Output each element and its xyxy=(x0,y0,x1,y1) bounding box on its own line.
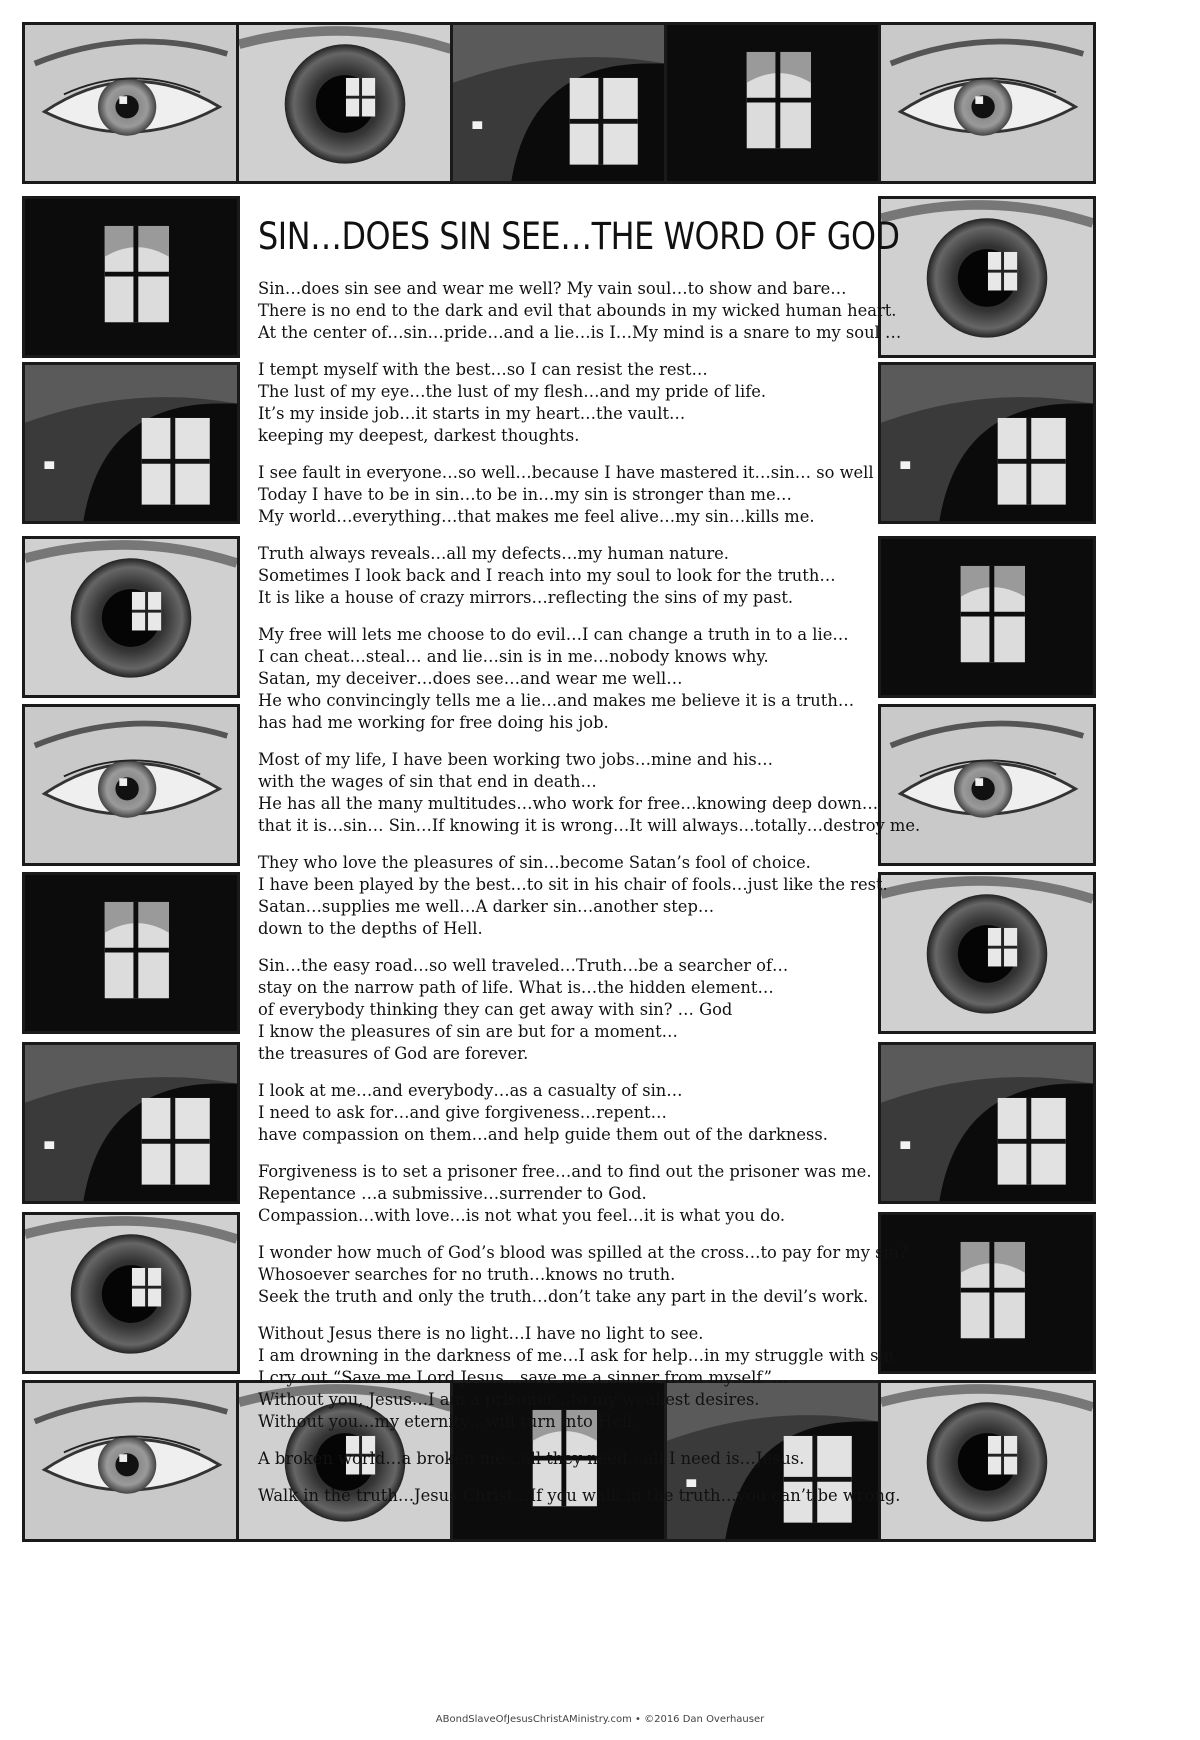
poem-stanza xyxy=(258,1485,948,1507)
poem-line: I wonder how much of God’s blood was spilled at the cross…to pay for my sin? xyxy=(258,1243,908,1262)
poem-line: He has all the many multitudes…who work for free…knowing deep down… xyxy=(258,794,879,813)
eye-drawing-pupil-window xyxy=(22,1042,240,1204)
poem-stanza xyxy=(258,1323,948,1433)
poem-line: Compassion…with love…is not what you feel…it is what you do. xyxy=(258,1206,786,1225)
poem-line: that it is…sin… Sin…If knowing it is wrong…It will always…totally…destroy me. xyxy=(258,816,921,835)
poem-line: He who convincingly tells me a lie…and makes me believe it is a truth… xyxy=(258,691,855,710)
eye-drawing-eye-full xyxy=(22,22,240,184)
poem-line: I can cheat…steal… and lie…sin is in me…nobody knows why. xyxy=(258,647,769,666)
poem-line: I know the pleasures of sin are but for a moment… xyxy=(258,1022,678,1041)
eye-drawing-window-dark xyxy=(22,872,240,1034)
poem-line: My world…everything…that makes me feel alive…my sin…kills me. xyxy=(258,507,815,526)
poem-line: keeping my deepest, darkest thoughts. xyxy=(258,426,580,445)
poem-stanza xyxy=(258,749,948,837)
poem-line: Forgiveness is to set a prisoner free…and to find out the prisoner was me. xyxy=(258,1162,872,1181)
eye-drawing-pupil-window xyxy=(450,22,668,184)
poem-stanza xyxy=(258,359,948,447)
poem-line: The lust of my eye…the lust of my flesh…and my pride of life. xyxy=(258,382,767,401)
eye-drawing-window-dark xyxy=(22,196,240,358)
poem-line: Without you…my eternity…will turn into Hell. xyxy=(258,1412,638,1431)
poem-line: Whosoever searches for no truth…knows no truth. xyxy=(258,1265,676,1284)
poem-stanza xyxy=(258,1242,948,1308)
poem-stanza xyxy=(258,1080,948,1146)
poem-stanza xyxy=(258,1448,948,1470)
poem-stanza xyxy=(258,1161,948,1227)
poem xyxy=(258,212,948,1522)
poem-line: My free will lets me choose to do evil…I can change a truth in to a lie… xyxy=(258,625,849,644)
poem-line: Satan…supplies me well…A darker sin…another step… xyxy=(258,897,715,916)
eye-drawing-pupil-window xyxy=(22,362,240,524)
poem-line: It is like a house of crazy mirrors…reflecting the sins of my past. xyxy=(258,588,794,607)
poem-stanza xyxy=(258,278,948,344)
poem-line: have compassion on them…and help guide them out of the darkness. xyxy=(258,1125,828,1144)
poem-line: Most of my life, I have been working two jobs…mine and his… xyxy=(258,750,774,769)
poem-stanza xyxy=(258,955,948,1065)
poem-line: I see fault in everyone…so well…because I have mastered it…sin… so well xyxy=(258,463,874,482)
poem-line: I tempt myself with the best…so I can resist the rest… xyxy=(258,360,708,379)
eye-drawing-iris-close xyxy=(236,22,454,184)
poem-line: Walk in the truth…Jesus Christ…If you walk in the truth…you can’t be wrong. xyxy=(258,1486,901,1505)
poem-line: the treasures of God are forever. xyxy=(258,1044,529,1063)
eye-drawing-window-dark xyxy=(664,22,882,184)
eye-drawing-eye-full xyxy=(878,22,1096,184)
poem-line: I have been played by the best…to sit in his chair of fools…just like the rest. xyxy=(258,875,888,894)
poem-line: I need to ask for…and give forgiveness…repent… xyxy=(258,1103,667,1122)
poem-line: Without Jesus there is no light…I have no light to see. xyxy=(258,1324,704,1343)
eye-drawing-iris-close xyxy=(22,1212,240,1374)
poem-line: has had me working for free doing his job. xyxy=(258,713,609,732)
poem-line: They who love the pleasures of sin…become Satan’s fool of choice. xyxy=(258,853,811,872)
poem-body xyxy=(258,278,948,1507)
poem-stanza xyxy=(258,543,948,609)
poem-line: It’s my inside job…it starts in my heart…the vault… xyxy=(258,404,686,423)
poem-line: Truth always reveals…all my defects…my human nature. xyxy=(258,544,729,563)
eye-drawing-eye-full xyxy=(22,704,240,866)
poem-line: I cry out “Save me Lord Jesus…save me a sinner from myself”… xyxy=(258,1368,789,1387)
poem-line: Today I have to be in sin…to be in…my sin is stronger than me… xyxy=(258,485,792,504)
poem-line: I look at me…and everybody…as a casualty of sin… xyxy=(258,1081,683,1100)
poem-line: of everybody thinking they can get away with sin? … God xyxy=(258,1000,733,1019)
poem-line: There is no end to the dark and evil that abounds in my wicked human heart. xyxy=(258,301,897,320)
poem-line: Sometimes I look back and I reach into my soul to look for the truth… xyxy=(258,566,836,585)
poem-line: A broken world…a broken me…all they need…all I need is…Jesus. xyxy=(258,1449,805,1468)
poem-stanza xyxy=(258,852,948,940)
poem-stanza xyxy=(258,462,948,528)
poem-line: Without you, Jesus…I am a prisoner…to my weakest desires. xyxy=(258,1390,760,1409)
footer-credit: ABondSlaveOfJesusChristAMinistry.com • ©2016 Dan Overhauser xyxy=(435,1714,765,1725)
eye-drawing-iris-close xyxy=(22,536,240,698)
poem-stanza xyxy=(258,624,948,734)
poem-line: Sin…the easy road…so well traveled…Truth…be a searcher of… xyxy=(258,956,789,975)
poem-line: with the wages of sin that end in death… xyxy=(258,772,597,791)
poem-line: stay on the narrow path of life. What is…the hidden element… xyxy=(258,978,774,997)
poem-line: Seek the truth and only the truth…don’t take any part in the devil’s work. xyxy=(258,1287,869,1306)
eye-drawing-eye-full xyxy=(22,1380,240,1542)
poem-line: Sin…does sin see and wear me well? My vain soul…to show and bare… xyxy=(258,279,847,298)
poem-line: Repentance …a submissive…surrender to God. xyxy=(258,1184,647,1203)
poem-line: I am drowning in the darkness of me…I ask for help…in my struggle with sin. xyxy=(258,1346,900,1365)
poem-line: At the center of…sin…pride…and a lie…is I…My mind is a snare to my soul … xyxy=(258,323,902,342)
poem-title: SIN…DOES SIN SEE…THE WORD OF GOD xyxy=(258,215,900,258)
poem-line: down to the depths of Hell. xyxy=(258,919,483,938)
poem-line: Satan, my deceiver…does see…and wear me well… xyxy=(258,669,683,688)
